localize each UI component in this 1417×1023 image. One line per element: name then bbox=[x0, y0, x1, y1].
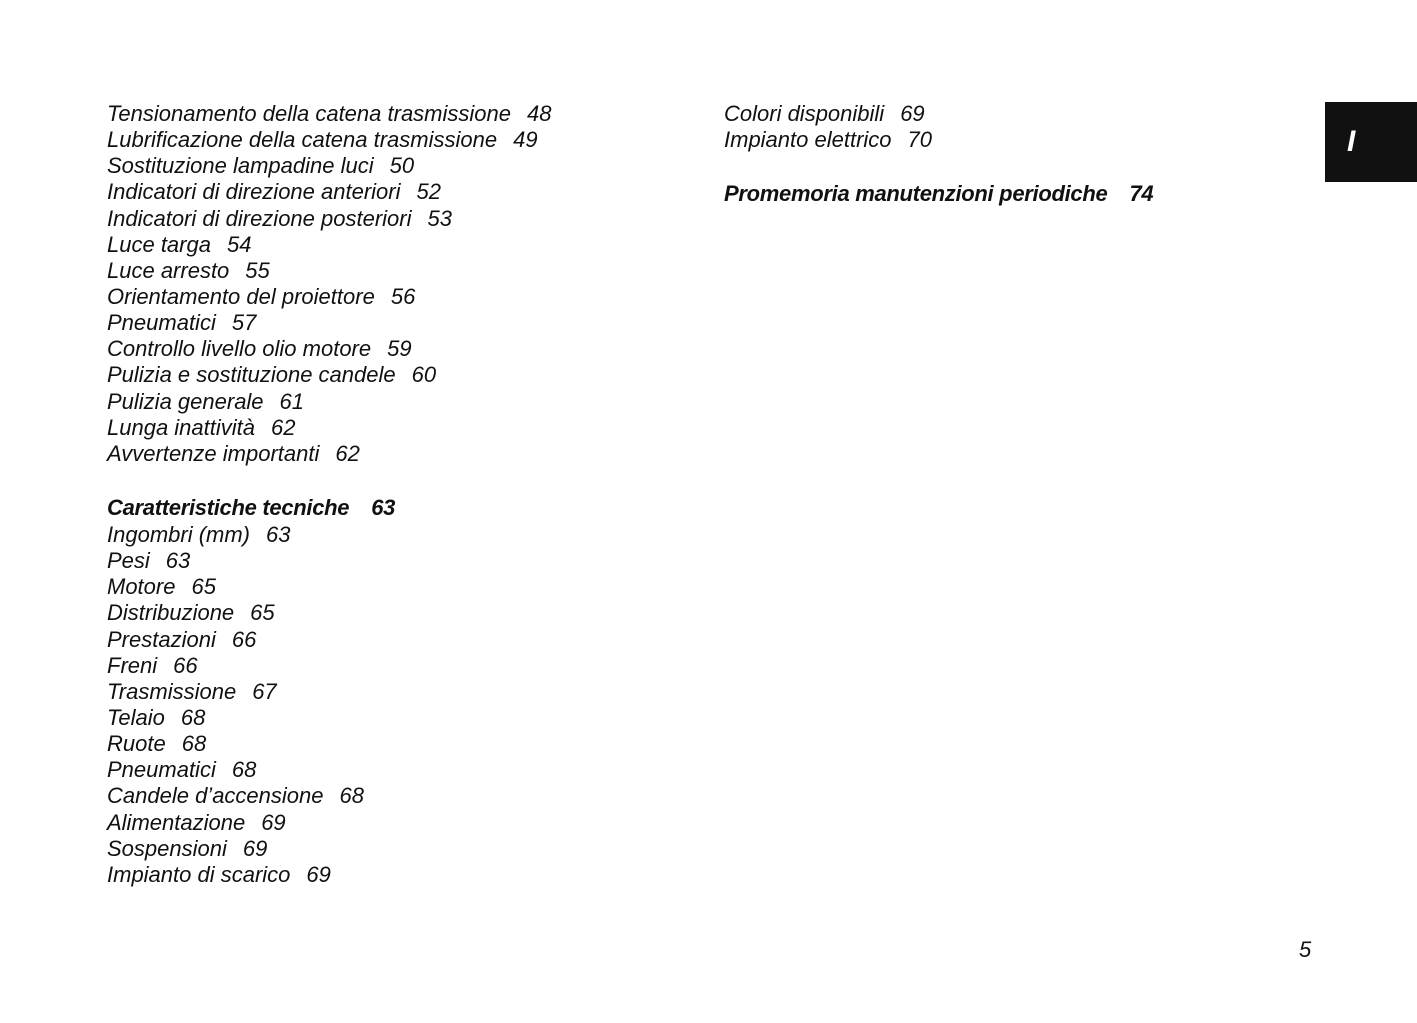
toc-entry-page: 67 bbox=[252, 678, 277, 704]
toc-entry-title: Controllo livello olio motore bbox=[107, 336, 372, 362]
toc-entry bbox=[724, 101, 1284, 127]
toc-entry-page: 57 bbox=[231, 310, 257, 336]
toc-entry-title: Pneumatici bbox=[107, 310, 216, 336]
toc-entry-page: 66 bbox=[231, 626, 257, 652]
toc-entry bbox=[107, 258, 667, 284]
toc-entry bbox=[107, 415, 667, 441]
toc-entry-title: Impianto elettrico bbox=[724, 127, 892, 153]
toc-entry-title: Pulizia generale bbox=[107, 388, 264, 414]
toc-entry-title: Colori disponibili bbox=[724, 101, 885, 126]
toc-entry-title: Luce targa bbox=[107, 231, 211, 257]
toc-entry bbox=[107, 153, 667, 179]
toc-entry-page: 69 bbox=[306, 861, 331, 887]
toc-entry-title: Trasmissione bbox=[107, 678, 237, 704]
toc-entry-title: Pesi bbox=[107, 548, 150, 574]
toc-entry bbox=[107, 206, 667, 232]
language-tab bbox=[1325, 102, 1417, 182]
toc-entry-title: Distribuzione bbox=[107, 600, 235, 626]
toc-entry-page: 68 bbox=[231, 757, 257, 783]
section-spacer bbox=[107, 467, 667, 494]
toc-entry bbox=[107, 522, 667, 548]
toc-entry-title: Orientamento del proiettore bbox=[107, 283, 375, 309]
toc-entry-title: Luce arresto bbox=[107, 257, 230, 283]
toc-heading-page: 63 bbox=[371, 494, 396, 520]
toc-left-column bbox=[107, 101, 667, 888]
toc-entry bbox=[107, 653, 667, 679]
toc-entry bbox=[107, 389, 667, 415]
toc-entry-title: Sostituzione lampadine luci bbox=[107, 153, 374, 179]
toc-entry-title: Alimentazione bbox=[107, 809, 246, 835]
toc-entry-page: 56 bbox=[390, 283, 416, 309]
toc-entry-page: 66 bbox=[173, 652, 198, 678]
toc-entry bbox=[107, 336, 667, 362]
toc-entry-title: Impianto di scarico bbox=[107, 861, 291, 887]
language-tab-label: I bbox=[1347, 125, 1356, 158]
toc-entry-title: Sospensioni bbox=[107, 835, 227, 861]
toc-entry-title: Ingombri (mm) bbox=[107, 521, 251, 547]
toc-right-column bbox=[724, 101, 1284, 208]
toc-entry bbox=[107, 362, 667, 388]
toc-entry bbox=[107, 548, 667, 574]
toc-entry bbox=[107, 862, 667, 888]
toc-section-heading-maintenance-reminder bbox=[724, 180, 1284, 208]
toc-entry-page: 65 bbox=[191, 574, 216, 600]
toc-entry-title: Ruote bbox=[107, 731, 166, 757]
toc-entry bbox=[107, 310, 667, 336]
toc-entry-title: Lunga inattività bbox=[107, 414, 255, 440]
section-spacer bbox=[724, 153, 1284, 180]
toc-entry bbox=[107, 574, 667, 600]
toc-heading-title: Caratteristiche tecniche bbox=[107, 494, 350, 520]
toc-left-group-maintenance bbox=[107, 101, 667, 467]
toc-entry-page: 60 bbox=[411, 362, 437, 388]
toc-entry-page: 70 bbox=[907, 127, 933, 153]
toc-entry-title: Candele d’accensione bbox=[107, 783, 324, 809]
toc-entry-page: 55 bbox=[245, 257, 270, 283]
toc-entry bbox=[724, 127, 1284, 153]
toc-entry-title: Tensionamento della catena trasmissione bbox=[107, 101, 511, 126]
toc-heading-page: 74 bbox=[1129, 181, 1154, 207]
toc-entry bbox=[107, 836, 667, 862]
toc-entry-page: 52 bbox=[416, 179, 441, 205]
toc-entry-page: 68 bbox=[181, 731, 207, 757]
toc-entry-page: 69 bbox=[261, 809, 286, 835]
toc-entry bbox=[107, 705, 667, 731]
toc-entry-title: Indicatori di direzione anteriori bbox=[107, 179, 401, 205]
toc-entry-page: 61 bbox=[279, 388, 305, 414]
page-number: 5 bbox=[1299, 937, 1312, 962]
toc-left-group-technical bbox=[107, 522, 667, 888]
toc-entry-title: Pulizia e sostituzione candele bbox=[107, 362, 396, 388]
toc-entry bbox=[107, 783, 667, 809]
toc-entry bbox=[107, 757, 667, 783]
toc-entry bbox=[107, 731, 667, 757]
toc-entry-title: Lubrificazione della catena trasmissione bbox=[107, 127, 498, 153]
toc-entry-page: 62 bbox=[335, 440, 360, 466]
toc-entry bbox=[107, 179, 667, 205]
toc-entry bbox=[107, 679, 667, 705]
toc-entry-title: Avvertenze importanti bbox=[107, 440, 320, 466]
toc-entry-title: Prestazioni bbox=[107, 626, 216, 652]
toc-entry-page: 69 bbox=[242, 835, 268, 861]
toc-entry-page: 68 bbox=[180, 704, 206, 730]
toc-section-heading-technical bbox=[107, 494, 667, 522]
toc-entry-page: 50 bbox=[389, 153, 415, 179]
toc-entry-title: Indicatori di direzione posteriori bbox=[107, 205, 412, 231]
toc-entry-title: Motore bbox=[107, 574, 176, 600]
toc-entry-page: 68 bbox=[339, 783, 364, 809]
toc-entry-page: 69 bbox=[900, 101, 925, 126]
toc-entry bbox=[107, 627, 667, 653]
toc-entry bbox=[107, 101, 667, 127]
toc-entry-title: Pneumatici bbox=[107, 757, 216, 783]
toc-entry bbox=[107, 600, 667, 626]
toc-entry-page: 62 bbox=[271, 414, 296, 440]
toc-entry-page: 63 bbox=[266, 521, 291, 547]
toc-right-group-misc bbox=[724, 101, 1284, 153]
toc-entry-page: 49 bbox=[513, 127, 538, 153]
toc-entry-page: 65 bbox=[250, 600, 275, 626]
toc-entry-page: 53 bbox=[427, 205, 452, 231]
toc-entry bbox=[107, 127, 667, 153]
toc-entry-page: 48 bbox=[526, 101, 552, 126]
toc-entry-title: Freni bbox=[107, 652, 158, 678]
toc-entry bbox=[107, 441, 667, 467]
toc-entry bbox=[107, 810, 667, 836]
toc-entry-page: 63 bbox=[165, 548, 191, 574]
toc-heading-title: Promemoria manutenzioni periodiche bbox=[724, 181, 1108, 207]
toc-entry-page: 54 bbox=[226, 231, 252, 257]
toc-entry bbox=[107, 284, 667, 310]
toc-entry bbox=[107, 232, 667, 258]
toc-entry-page: 59 bbox=[387, 336, 412, 362]
toc-entry-title: Telaio bbox=[107, 704, 165, 730]
